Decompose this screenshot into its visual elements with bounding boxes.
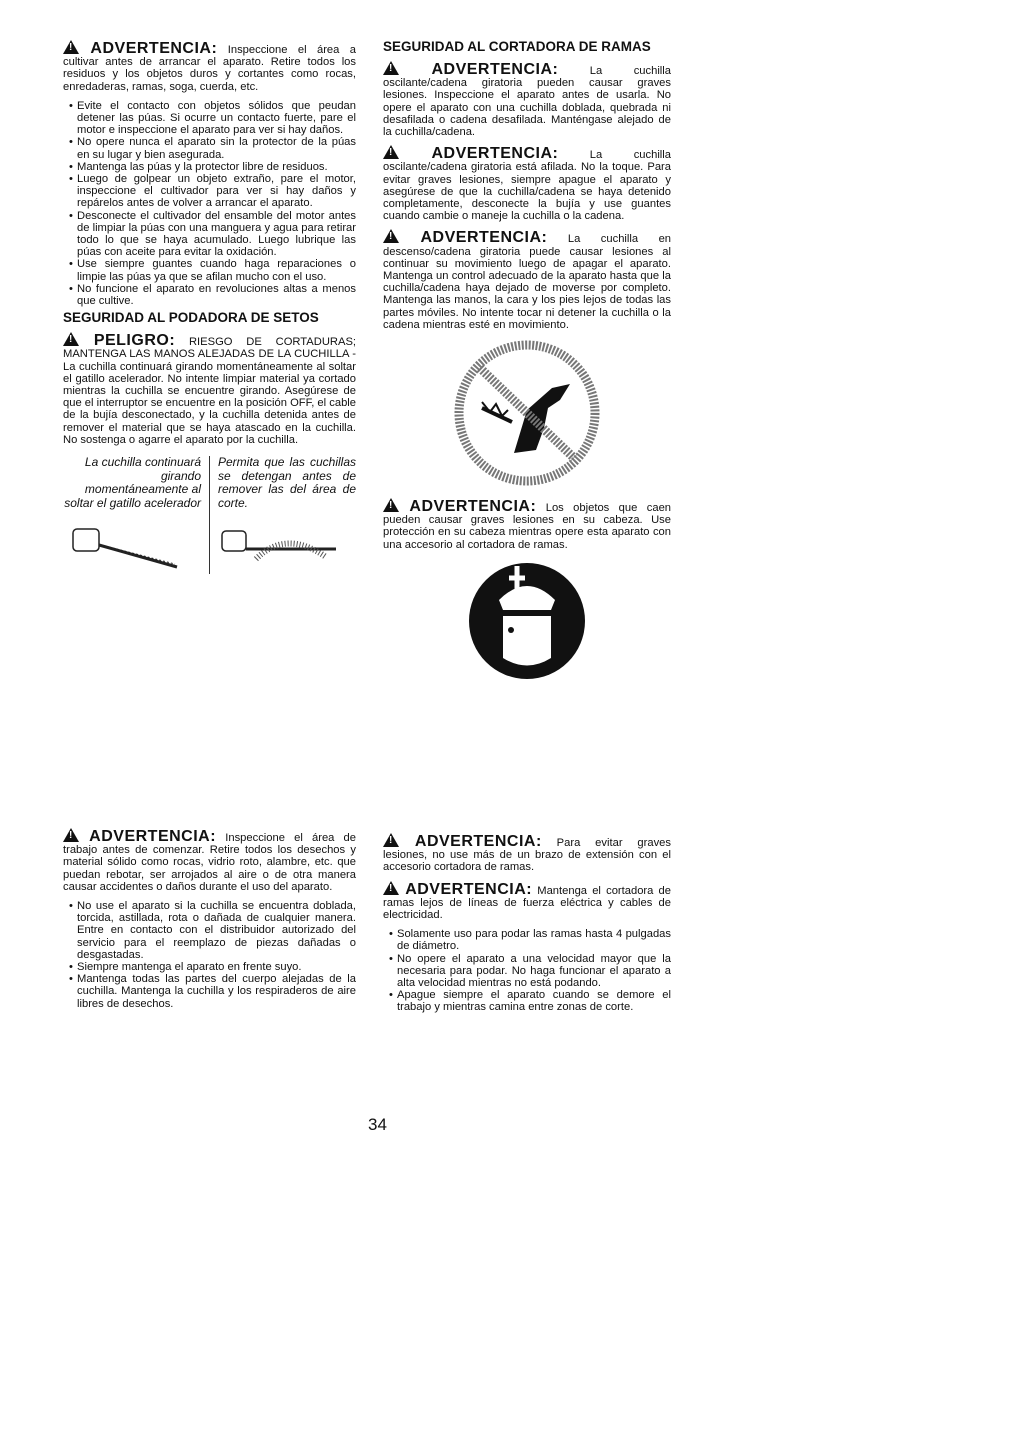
list-item: • Use siempre guantes cuando haga reparaciones o limpie las púas ya que se afilan mucho con el uso. — [63, 258, 356, 282]
danger-text: RIESGO DE CORTADURAS; MANTENGA LAS MANOS ALEJADAS DE LA CUCHILLA - La cuchilla continuará girando momentáneamente al soltar el gatillo acelerador. No intente limpiar material ya cortado mientras la cuchilla se encuentre girando. Asegúrese de que el interruptor se encuentre en la posición OFF, el cable de la bujía desconectado, y la cuchilla detenida antes de remover el material que se haya atascado en la cuchilla. No sostenga o agarre el aparato por la cuchilla. — [63, 336, 357, 446]
warning-triangle-icon — [63, 40, 79, 54]
warning-text: Inspeccione el área de trabajo antes de comenzar. Retire todos los desechos y material sólido como rocas, vidrio roto, alambre, etc. que puedan rebotar, ser arrojados al aire o de otra manera causar accidentes o daños durante el uso del aparato. — [63, 832, 356, 893]
list-item: • Apague siempre el aparato cuando se demore el trabajo y mientras camina entre zonas de corte. — [383, 989, 671, 1013]
right-column — [383, 40, 671, 693]
warning-triangle-icon — [383, 833, 399, 847]
section-title: SEGURIDAD AL CORTADORA DE RAMAS — [383, 39, 651, 54]
list-item: • Luego de golpear un objeto extraño, pare el motor, inspeccione el cultivador para ver si hay daños y repárelos antes de volver a arrancar el aparato. — [63, 173, 356, 210]
warning-block — [383, 61, 671, 138]
warning-block — [383, 833, 671, 874]
list-item: • No opere nunca el aparato sin la protector de la púas en su lugar y bien asegurada. — [63, 136, 356, 160]
warning-heading: ADVERTENCIA: — [409, 498, 537, 516]
warning-text: La cuchilla oscilante/cadena giratoria está afilada. No la toque. Para evitar graves lesiones, siempre apague el aparato y asegúrese de que la cuchilla/cadena se haya detenido completamente, desconecte la bujía y use guantes cuando cambie o maneje la cuchilla o la cadena. — [383, 149, 671, 223]
list-item: • Siempre mantenga el aparato en frente suyo. — [63, 961, 356, 973]
list-item: • No funcione el aparato en revoluciones altas a menos que cultive. — [63, 283, 356, 307]
warning-heading: ADVERTENCIA: — [431, 145, 559, 163]
warning-triangle-icon — [383, 61, 399, 75]
warning-block — [383, 881, 671, 922]
left-column — [63, 40, 356, 574]
warning-heading: ADVERTENCIA: — [414, 833, 542, 850]
warning-triangle-icon — [383, 881, 399, 895]
warning-block — [63, 40, 356, 93]
warning-heading: ADVERTENCIA: — [89, 828, 217, 845]
warning-heading: ADVERTENCIA: — [431, 61, 559, 78]
list-item: • Evite el contacto con objetos sólidos que peudan detener las púas. Si ocurre un contacto fuerte, pare el motor e inspeccione el aparato para ver si hay daños. — [63, 100, 356, 137]
list-item: • Solamente uso para podar las ramas hasta 4 pulgadas de diámetro. — [383, 928, 671, 952]
warning-triangle-icon — [383, 229, 399, 243]
warning-text: Para evitar graves lesiones, no use más de un brazo de extensión con el accesorio cortadora de ramas. — [383, 837, 672, 874]
warning-text: Los objetos que caen pueden causar graves lesiones en su cabeza. Use protección en su cabeza mientras opere esta aparato con una accesorio al cortadora de ramas. — [383, 502, 672, 551]
list-item: • Mantenga todas las partes del cuerpo alejadas de la cuchilla. Mantenga la cuchilla y los respiraderos de aire libres de desechos. — [63, 973, 356, 1010]
warning-triangle-icon — [383, 498, 399, 512]
warning-block — [383, 145, 671, 222]
warning-text: Inspeccione el área a cultivar antes de arrancar el aparato. Retire todos los residuos y los objetos duros y cortantes como rocas, enredaderas, ramas, soga, cuerda, etc. — [63, 44, 357, 93]
warning-text: Mantenga el cortadora de ramas lejos de líneas de fuerza eléctrica y cables de electricidad. — [383, 884, 671, 922]
no-hands-chain-icon — [452, 338, 602, 488]
warning-block — [63, 828, 356, 893]
bullet-list — [63, 900, 356, 1010]
hedge-trimmer-icon — [216, 519, 346, 574]
bottom-right-column — [383, 833, 671, 1018]
danger-heading: PELIGRO: — [93, 332, 176, 350]
warning-block — [383, 229, 671, 331]
warning-block — [383, 498, 671, 551]
bullet-list — [383, 928, 671, 1013]
warning-text: La cuchilla en descenso/cadena giratoria puede causar lesiones al continuar su movimiento luego de apagar el aparato. Mantenga un control adecuado de la aparato hasta que la cuchilla/cadena haya dejado de moverse por completo. Mantenga las manos, la cara y los pies lejos de todas las partes móviles. No intente tocar ni detener la cuchilla o la cadena mientras esté en movimiento. — [383, 233, 672, 331]
bottom-left-column — [63, 828, 356, 1014]
figure-caption-left — [63, 456, 210, 574]
list-item: • Desconecte el cultivador del ensamble del motor antes de limpiar la púas con una manguera y agua para retirar todo lo que se haya acumulado. Luego lubrique las púas con aceite para evitar la oxidación. — [63, 210, 356, 259]
warning-heading: ADVERTENCIA: — [90, 40, 218, 57]
warning-heading: ADVERTENCIA: — [420, 229, 548, 247]
list-item: • No use el aparato si la cuchilla se encuentra doblada, torcida, astillada, rota o dañada de cualquier manera. Entre en contacto con el distribuidor autorizado del servicio para el reemplazo de piezas dañadas o desgastadas. — [63, 900, 356, 961]
warning-triangle-icon — [63, 828, 79, 842]
bullet-list — [63, 100, 356, 307]
page-number: 34 — [368, 1115, 387, 1134]
list-item: • Mantenga las púas y la protector libre de residuos. — [63, 161, 356, 173]
caption-text: Permita que las cuchillas se detengan antes de remover las del área de corte. — [218, 455, 356, 510]
list-item: • No opere el aparato a una velocidad mayor que la necesaria para podar. No haga funcionar el aparato a alta velocidad mientras no está podando. — [383, 953, 671, 990]
hedge-trimmer-icon — [65, 519, 185, 574]
warning-heading: ADVERTENCIA: — [405, 880, 533, 898]
hedge-trimmer-figure — [63, 456, 356, 574]
figure-caption-right — [210, 456, 356, 574]
section-title: SEGURIDAD AL PODADORA DE SETOS — [63, 310, 319, 326]
warning-text: La cuchilla oscilante/cadena giratoria pueden causar graves lesiones. Inspeccione el aparato antes de usarla. No opere el aparato con una cuchilla doblada, quebrada ni desafilada o cadena desafilada. Manténgase alejado de la cuchilla/cadena. — [383, 65, 671, 139]
head-protection-icon — [467, 558, 587, 683]
danger-block — [63, 332, 356, 446]
warning-triangle-icon — [383, 145, 399, 159]
warning-triangle-icon — [63, 332, 79, 346]
caption-text: La cuchilla continuará girando momentáneamente al soltar el gatillo acelerador — [64, 455, 201, 510]
